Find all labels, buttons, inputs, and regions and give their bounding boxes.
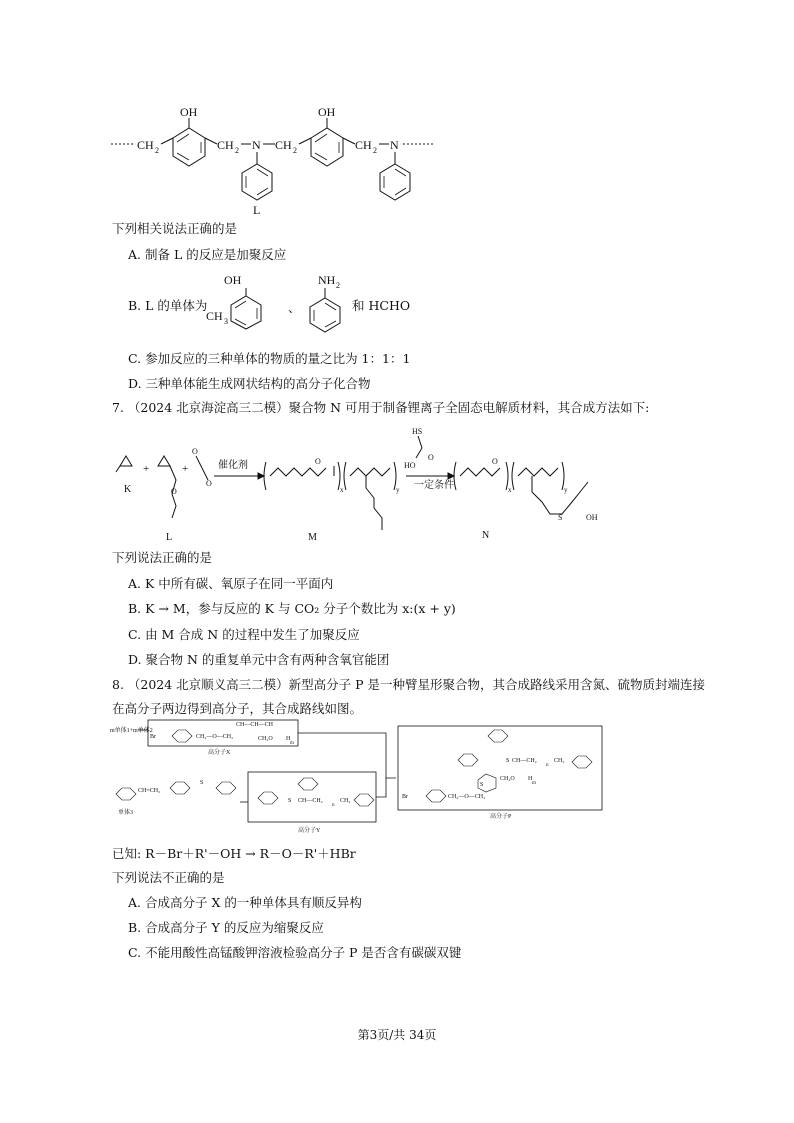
polyY-label: 高分子Y [298,828,321,834]
monomer12-label: m单体1+m单体2 [110,728,153,734]
b-nh2-sub: 2 [336,281,340,290]
q8-known-reaction: 已知: R－Br＋R'－OH → R－O－R'＋HBr [112,846,356,861]
x-m: m [290,741,294,746]
label-L: L [253,203,261,217]
q8-option-b: B. 合成高分子 Y 的反应为缩聚反应 [128,920,324,935]
n-x: x [508,486,512,494]
label-L-7: L [166,532,173,543]
q6-stem: 下列相关说法正确的是 [112,221,238,236]
sub2-text-3: 2 [293,146,297,155]
p-m: m [532,781,536,786]
q8-stem-line2: 在高分子两边得到高分子，其合成路线如图。 [112,701,363,716]
q7-ask: 下列说法正确的是 [112,550,213,565]
x-ch2o: CH₂—O—CH₂ [196,734,234,740]
label-K: K [124,484,132,495]
sub2-text-1: 2 [155,146,159,155]
o-cresol-structure [206,268,286,330]
catalyst-label: 催化剂 [218,460,248,471]
b-nh2-text: NH [318,273,336,287]
y-ch2: CH₂ [340,798,351,804]
polyP-label: 高分子P [490,814,512,820]
q6-option-b-suffix: 和 HCHO [352,298,411,313]
q6-option-b-separator: 、 [288,300,301,315]
y-s: S [288,798,292,804]
q7-option-a: A. K 中所有碳、氧原子在同一平面内 [128,576,334,591]
p-s: S [506,758,510,764]
q6-option-d: D. 三种单体能生成网状结构的高分子化合物 [128,376,371,391]
q7-option-b: B. K → M，参与反应的 K 与 CO₂ 分子个数比为 x:(x + y) [128,601,456,616]
ch2-text-1: CH [137,138,154,152]
o-atom-L: O [171,487,177,496]
q8-option-c: C. 不能用酸性高锰酸钾溶液检验高分子 P 是否含有碳碳双键 [128,945,462,960]
aniline-structure [300,270,350,334]
polyX-label: 高分子X [208,750,231,756]
p-ch2: CH₂ [554,758,565,764]
ch2-text-2: CH [217,138,234,152]
q7-stem: 7. （2024 北京海淀高三二模）聚合物 N 可用于制备锂离子全固态电解质材料，其合成方法如下: [112,400,650,415]
x-ch2oh: CH₂O [258,736,273,742]
reagent-s: S [200,780,204,786]
q7-option-c: C. 由 M 合成 N 的过程中发生了加聚反应 [128,627,360,642]
n-s: S [558,513,563,522]
monomer3-vinyl: CH=CH₂ [138,788,161,794]
q8-stem-line1: 8. （2024 北京顺义高三二模）新型高分子 P 是一种臂星形聚合物，其合成路线采用含氮、硫物质封端连接 [112,677,706,692]
p-s-ring: S [480,782,484,788]
polymer-N-synthesis-scheme [110,422,610,544]
condition-label: 一定条件 [414,480,454,491]
y-chch2: CH—CH₂ [298,798,323,804]
p-ch2oh: CH₂O [500,776,515,782]
n-o1: O [492,457,498,466]
sub2-text-4: 2 [373,146,377,155]
p-h: H [528,776,533,782]
x-br: Br [150,734,156,740]
plus-1: + [143,463,150,475]
sub2-text-2: 2 [235,146,239,155]
polymer-P-synthesis-scheme [108,718,608,838]
y-n: n [332,803,335,808]
n-oh: OH [586,513,598,522]
n-atom-2: N [390,138,399,152]
p-chch2: CH—CH₂ [512,758,537,764]
m-x: x [340,486,344,494]
cooh-o: O [428,453,434,462]
p-ch2o: CH₂—O—CH₂ [448,794,486,800]
p-n: n [546,763,549,768]
n-y: y [564,486,568,494]
label-N: N [482,530,490,541]
b-sub3-text: 3 [224,317,228,326]
x-h: H [286,736,291,742]
oh-text-1: OH [180,105,198,119]
m-o1: O [315,457,321,466]
plus-2: + [182,463,189,475]
p-br: Br [402,794,408,800]
m-y: y [396,486,400,494]
q6-option-b-prefix: B. L 的单体为 [128,298,208,313]
q8-option-a: A. 合成高分子 X 的一种单体具有顺反异构 [128,895,362,910]
b-ch3-text: CH [206,309,223,323]
b-oh-text: OH [224,273,242,287]
q7-option-d: D. 聚合物 N 的重复单元中含有两种含氧官能团 [128,652,390,667]
co2-o2: O [206,479,212,488]
q8-ask: 下列说法不正确的是 [112,870,225,885]
q6-option-c: C. 参加反应的三种单体的物质的量之比为 1：1：1 [128,351,411,366]
co2-o1: O [192,447,198,456]
polymer-L-structure [105,98,445,223]
ch2-text-3: CH [275,138,292,152]
ho-label: HO [404,461,416,470]
label-M: M [308,532,317,543]
oh-text-2: OH [318,105,336,119]
ch2-text-4: CH [355,138,372,152]
monomer3-label: 单体3 [118,810,134,816]
page-footer: 第3页/共 34页 [357,1028,437,1042]
n-atom-1: N [252,138,261,152]
sh-label: HS [412,427,423,436]
x-ch: CH—CH—CH [236,722,274,728]
q6-option-a: A. 制备 L 的反应是加聚反应 [128,247,287,262]
